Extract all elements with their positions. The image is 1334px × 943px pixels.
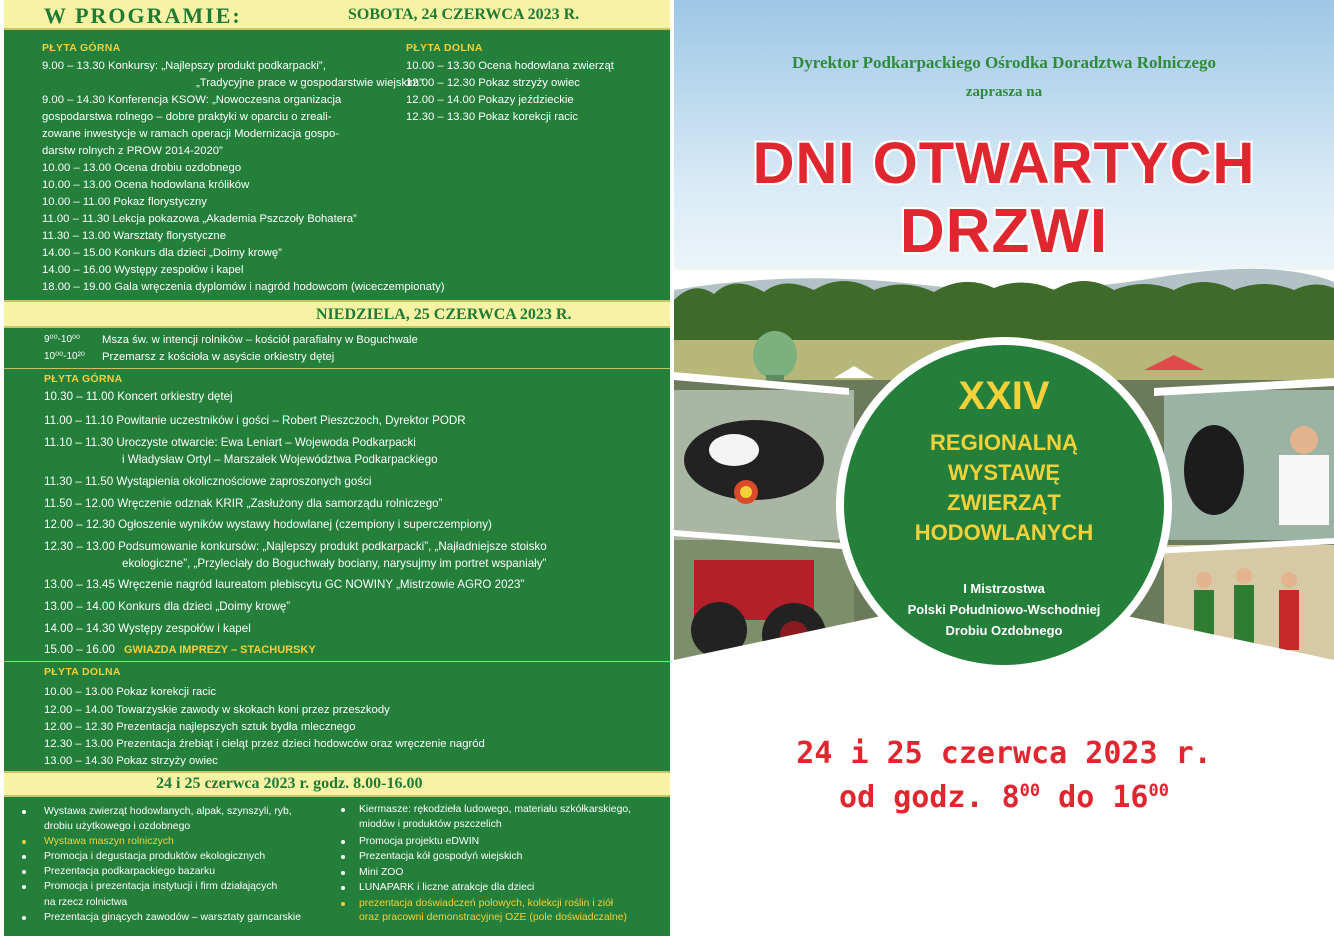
event-title-line1: DNI OTWARTYCH — [752, 131, 1256, 196]
program-line: 10.30 – 11.00 Koncert orkiestry dętej — [44, 390, 233, 403]
sun-upper-heading: PŁYTA GÓRNA — [44, 373, 123, 385]
program-line: 15.00 – 16.00 — [44, 643, 115, 656]
both-days-header — [4, 771, 670, 797]
hours-from: od godz. 8 — [839, 780, 1020, 815]
sunday-header — [4, 300, 670, 328]
bullet-icon — [22, 870, 26, 874]
saturday-header — [4, 0, 670, 30]
attraction-item: Prezentacja ginących zawodów – warsztaty garncarskie — [44, 912, 302, 923]
program-line: 12.00 – 12.30 Pokaz strzyży owiec — [406, 77, 580, 89]
program-time: 9⁰⁰-10⁰⁰ — [44, 334, 81, 345]
program-line: zowane inwestycje w ramach operacji Modernizacja gospo- — [42, 128, 339, 140]
bullet-icon — [341, 840, 345, 844]
bullet-icon — [22, 810, 26, 814]
program-line: 14.00 – 15.00 Konkurs dla dzieci „Doimy krowę” — [42, 247, 282, 259]
bullet-icon — [341, 871, 345, 875]
divider — [4, 368, 670, 369]
attraction-item: LUNAPARK i liczne atrakcje dla dzieci — [359, 882, 535, 893]
hours-sup: 00 — [1148, 781, 1169, 801]
program-line: 10.00 – 13.00 Pokaz korekcji racic — [44, 686, 217, 698]
championship-text — [674, 578, 1334, 641]
attraction-item: miodów i produktów pszczelich — [359, 819, 502, 830]
program-line: „Tradycyjne prace w gospodarstwie wiejskim” — [196, 77, 423, 89]
program-line: gospodarstwa rolnego – dobre praktyki w oparciu o zreali- — [42, 111, 332, 123]
program-title: W PROGRAMIE: — [44, 3, 242, 28]
program-line: 12.00 – 12.30 Ogłoszenie wyników wystawy hodowlanej (czempiony i superczempiony) — [44, 518, 492, 531]
both-days-title: 24 i 25 czerwca 2023 r. godz. 8.00-16.00 — [156, 775, 423, 792]
event-title-line2: DRZWI — [899, 197, 1109, 266]
program-panel — [4, 0, 670, 936]
program-line: 12.00 – 14.00 Towarzyskie zawody w skokach koni przez przeszkody — [44, 704, 390, 716]
divider — [4, 661, 670, 662]
program-line: 10.00 – 13.00 Ocena drobiu ozdobnego — [42, 162, 242, 174]
sat-lower-heading: PŁYTA DOLNA — [406, 42, 483, 54]
exhibition-title — [674, 428, 1334, 548]
program-line: 11.30 – 11.50 Wystąpienia okolicznościowe zaproszonych gości — [44, 475, 372, 488]
attraction-item: Mini ZOO — [359, 867, 404, 878]
exhibition-line: REGIONALNĄ — [930, 430, 1078, 455]
bullet-icon — [341, 855, 345, 859]
program-line: Przemarsz z kościoła w asyście orkiestry dętej — [102, 351, 335, 363]
program-line: 9.00 – 13.30 Konkursy: „Najlepszy produkt podkarpacki”, — [42, 60, 326, 72]
bullet-icon — [22, 916, 26, 920]
program-line: 12.30 – 13.00 Podsumowanie konkursów: „Najlepszy produkt podkarpacki”, „Najładniejsze stoisko — [44, 540, 547, 553]
program-line: 14.00 – 16.00 Występy zespołów i kapel — [42, 264, 244, 276]
program-line: 12.30 – 13.00 Prezentacja źrebiąt i cieląt przez dzieci hodowców oraz wręczenie nagród — [44, 738, 485, 750]
hours-to: do 16 — [1040, 780, 1149, 815]
bullet-icon — [22, 855, 26, 859]
edition-number: XXIV — [958, 374, 1050, 418]
program-line: 10.00 – 13.00 Ocena hodowlana królików — [42, 179, 250, 191]
program-line: ekologiczne”, „Przyleciały do Boguchwały bociany, narysujmy im portret wspaniały” — [122, 557, 547, 570]
cover-panel — [674, 0, 1334, 943]
program-line: 14.00 – 14.30 Występy zespołów i kapel — [44, 622, 251, 635]
exhibition-line: ZWIERZĄT — [947, 490, 1061, 515]
sat-upper-heading: PŁYTA GÓRNA — [42, 42, 121, 54]
program-line: 12.00 – 14.00 Pokazy jeździeckie — [406, 94, 574, 106]
exhibition-line: HODOWLANYCH — [914, 520, 1094, 545]
program-line: 10.00 – 13.30 Ocena hodowlana zwierząt — [406, 60, 614, 72]
invites-text: zaprasza na — [965, 84, 1043, 100]
program-line: 12.30 – 13.30 Pokaz korekcji racic — [406, 111, 579, 123]
program-line: 11.00 – 11.10 Powitanie uczestników i gości – Robert Pieszczoch, Dyrektor PODR — [44, 414, 466, 427]
program-line: 11.00 – 11.30 Lekcja pokazowa „Akademia Pszczoły Bohatera” — [42, 213, 357, 225]
program-line: 11.30 – 13.00 Warsztaty florystyczne — [42, 230, 226, 242]
attraction-item: Kiermasze: rękodzieła ludowego, materiału szkółkarskiego, — [359, 804, 632, 815]
program-line: 12.00 – 12.30 Prezentacja najlepszych sztuk bydła mlecznego — [44, 721, 356, 733]
bullet-icon — [22, 840, 26, 844]
program-line: 10.00 – 11.00 Pokaz florystyczny — [42, 196, 207, 208]
championship-line: I Mistrzostwa — [963, 581, 1045, 596]
star-of-event: GWIAZDA IMPREZY – STACHURSKY — [124, 644, 316, 656]
attraction-item: drobiu użytkowego i ozdobnego — [44, 821, 191, 832]
program-line: 13.00 – 14.30 Pokaz strzyży owiec — [44, 755, 218, 767]
sunday-date: NIEDZIELA, 25 CZERWCA 2023 R. — [316, 306, 572, 323]
program-line: i Władysław Ortyl – Marszałek Województwa Podkarpackiego — [122, 453, 438, 466]
attraction-item: Prezentacja podkarpackiego bazarku — [44, 866, 215, 877]
attraction-item: na rzecz rolnictwa — [44, 897, 128, 908]
program-line: 18.00 – 19.00 Gala wręczenia dyplomów i nagród hodowcom (wiceczempionaty) — [42, 281, 445, 293]
championship-line: Drobiu Ozdobnego — [945, 623, 1063, 638]
attraction-item: Promocja i prezentacja instytucji i firm działających — [44, 881, 278, 892]
program-line: darstw rolnych z PROW 2014-2020” — [42, 145, 223, 157]
attraction-item: Promocja i degustacja produktów ekologicznych — [44, 851, 266, 862]
attraction-item: oraz pracowni demonstracyjnej OZE (pole doświadczalne) — [359, 912, 627, 923]
bullet-icon — [341, 902, 345, 906]
hours-sup: 00 — [1019, 781, 1041, 801]
program-line: 13.00 – 14.00 Konkurs dla dzieci „Doimy krowę” — [44, 600, 291, 613]
attraction-item: prezentacja doświadczeń polowych, kolekcji roślin i ziół — [359, 898, 614, 909]
program-time: 10⁰⁰-10²⁰ — [44, 351, 85, 362]
event-dates: 24 i 25 czerwca 2023 r. — [796, 736, 1212, 771]
attraction-item: Promocja projektu eDWIN — [359, 836, 480, 847]
attraction-item: Prezentacja kół gospodyń wiejskich — [359, 851, 523, 862]
program-line: 11.10 – 11.30 Uroczyste otwarcie: Ewa Leniart – Wojewoda Podkarpacki — [44, 436, 416, 449]
exhibition-line: WYSTAWĘ — [947, 460, 1061, 485]
program-line: 13.00 – 13.45 Wręczenie nagród laureatom plebiscytu GC NOWINY „Mistrzowie AGRO 2023” — [44, 578, 525, 591]
program-line: 9.00 – 14.30 Konferencja KSOW: „Nowoczesna organizacja — [42, 94, 342, 106]
program-line: Msza św. w intencji rolników – kościół parafialny w Boguchwale — [102, 334, 418, 346]
event-hours — [674, 780, 1334, 815]
sun-lower-heading: PŁYTA DOLNA — [44, 666, 121, 678]
bullet-icon — [341, 886, 345, 890]
championship-line: Polski Południowo-Wschodniej — [907, 602, 1101, 617]
bullet-icon — [22, 885, 26, 889]
inviter-text: Dyrektor Podkarpackiego Ośrodka Doradztwa Rolniczego — [791, 53, 1217, 72]
attraction-item: Wystawa maszyn rolniczych — [44, 836, 174, 847]
attraction-item: Wystawa zwierząt hodowlanych, alpak, szynszyli, ryb, — [44, 806, 292, 817]
bullet-icon — [341, 808, 345, 812]
program-line: 11.50 – 12.00 Wręczenie odznak KRIR „Zasłużony dla samorządu rolniczego” — [44, 497, 443, 510]
saturday-date: SOBOTA, 24 CZERWCA 2023 R. — [348, 6, 580, 23]
